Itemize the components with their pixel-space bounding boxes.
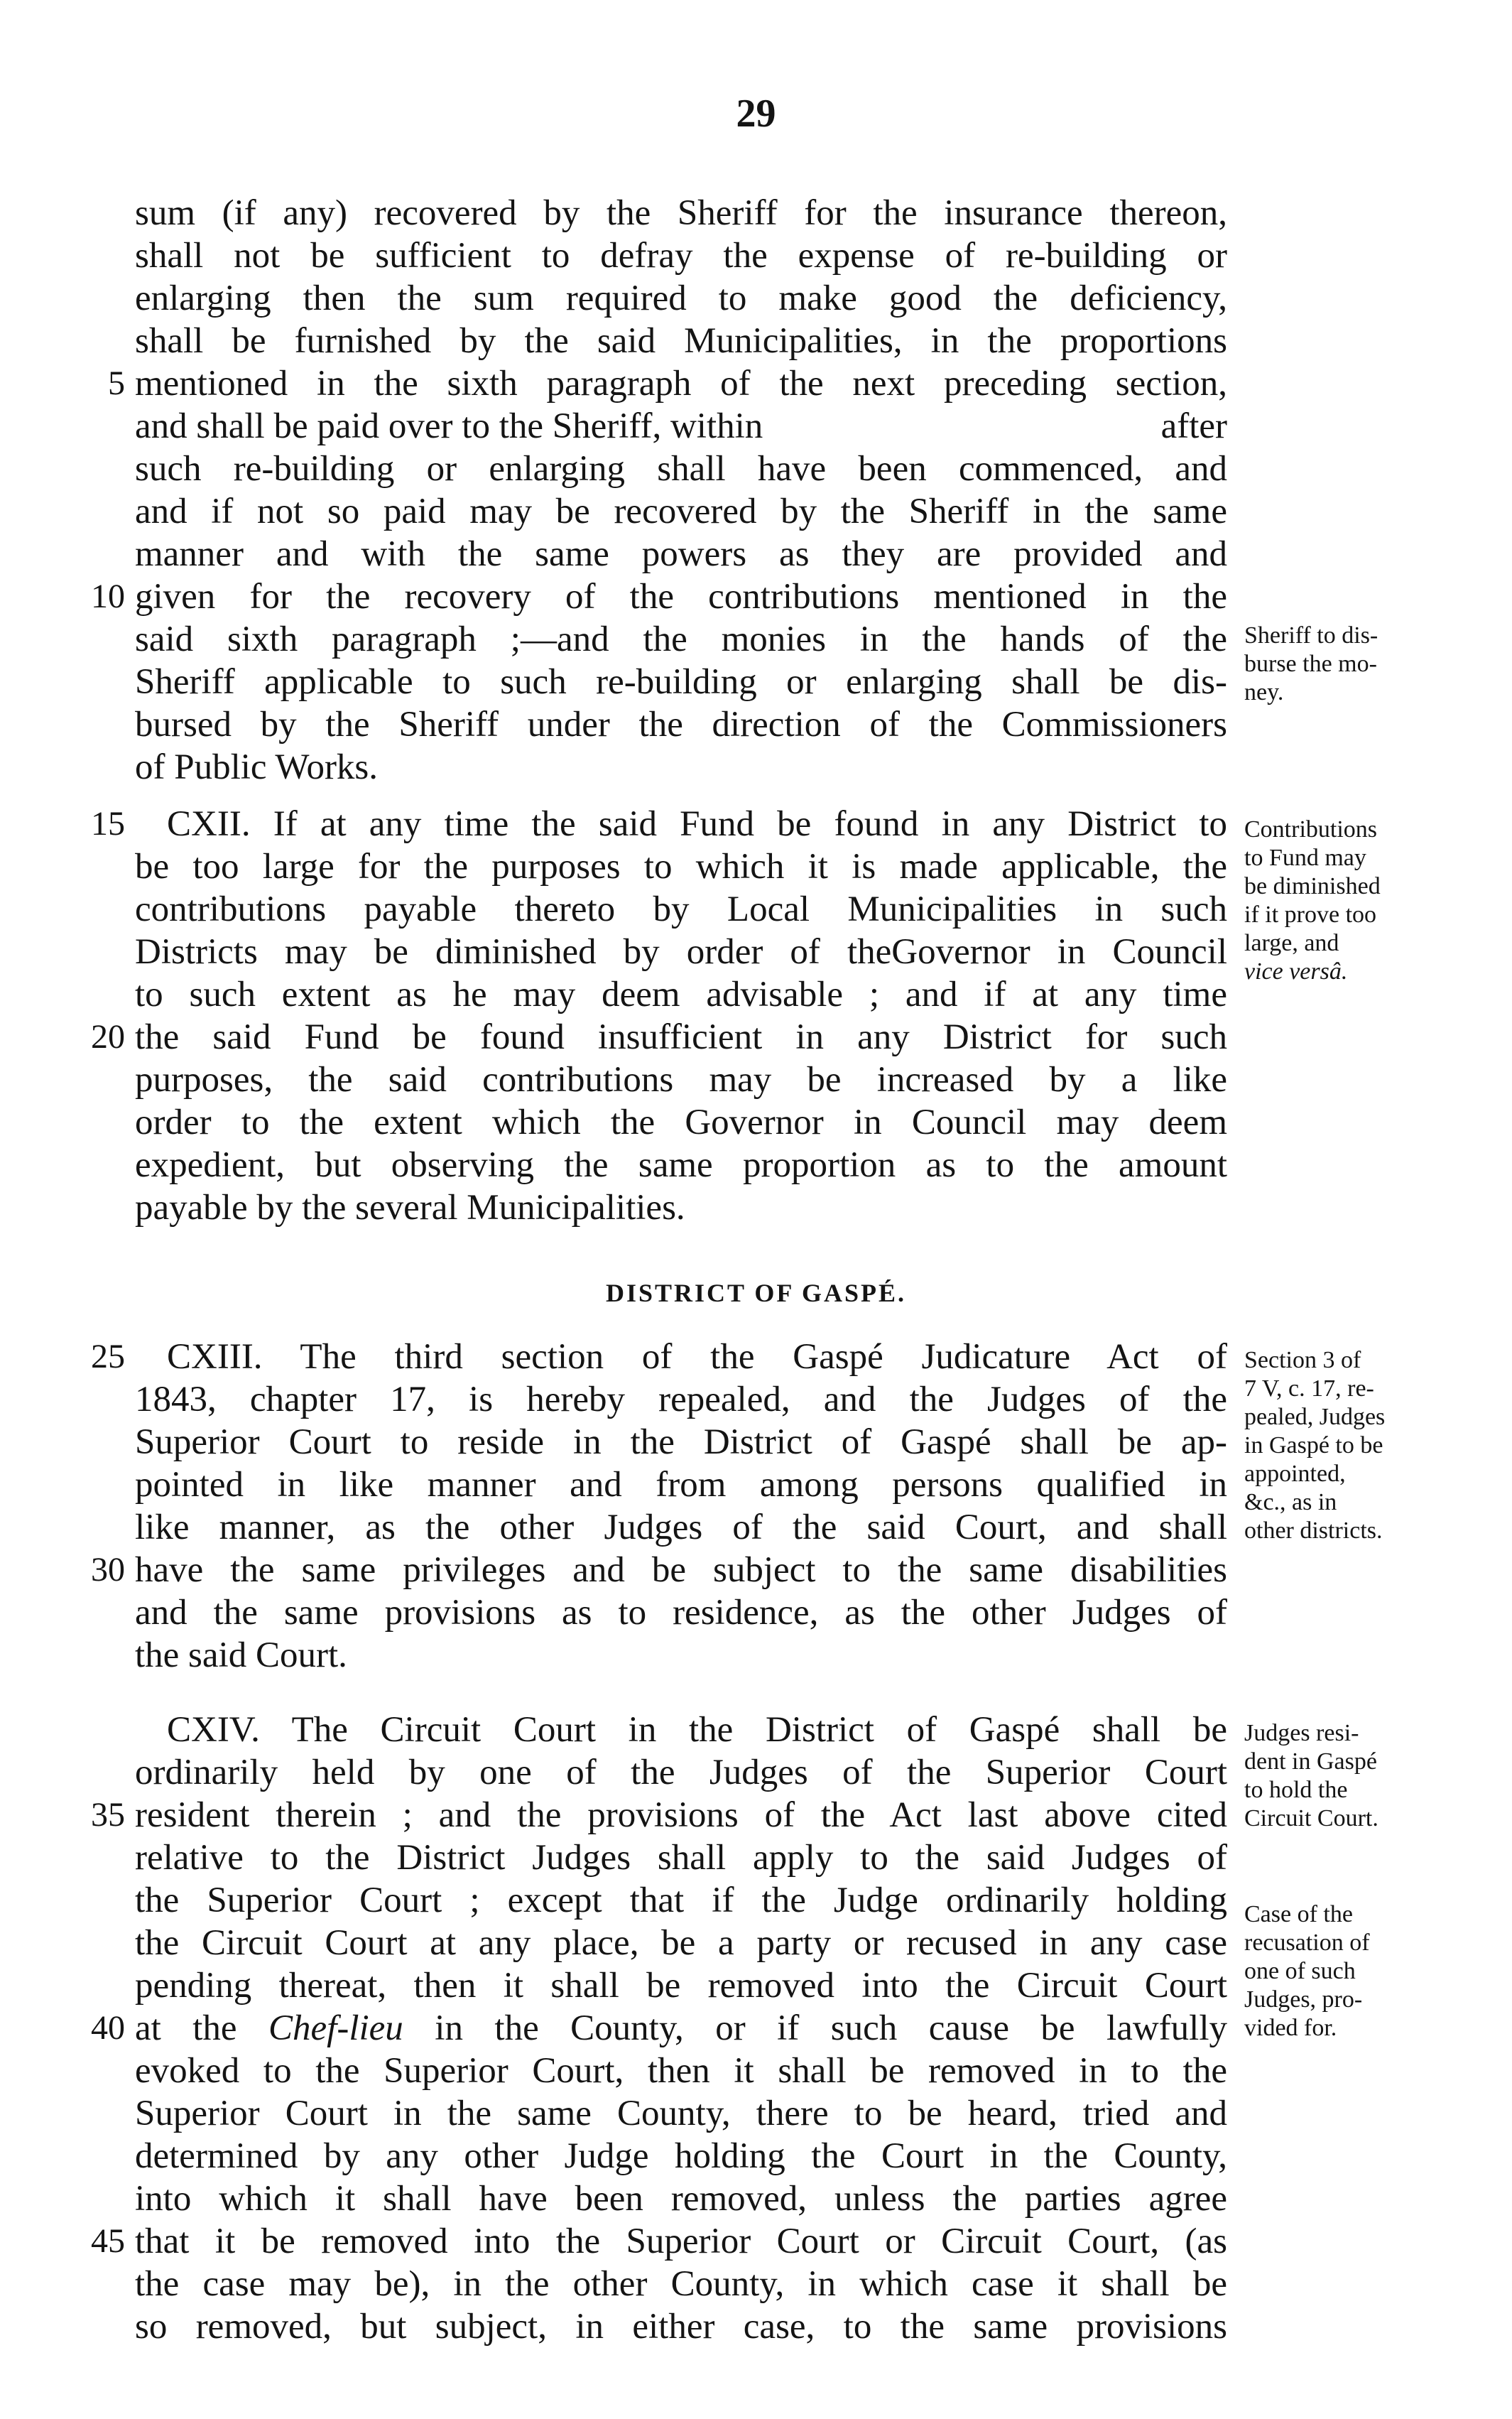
line-text: enlarging then the sum required to make good the deficiency, <box>135 278 1227 318</box>
margin-note-line: appointed, <box>1244 1461 1346 1487</box>
text-line <box>0 234 1512 277</box>
line-text: manner and with the same powers as they are provided and <box>135 534 1227 574</box>
line-text: the said Court. <box>135 1635 347 1675</box>
line-text: of Public Works. <box>135 747 379 787</box>
margin-note-line: pealed, Judges <box>1244 1404 1386 1430</box>
margin-note-line: Sheriff to dis- <box>1244 622 1378 649</box>
line-text: that it be removed into the Superior Court or Circuit Court, (as <box>135 2222 1227 2261</box>
line-text-part: and shall be paid over to the Sheriff, within <box>135 406 763 446</box>
margin-note-line: dent in Gaspé <box>1244 1748 1377 1775</box>
line-text: evoked to the Superior Court, then it shall be removed in to the <box>135 2051 1227 2091</box>
margin-note-line: other districts. <box>1244 1517 1383 1544</box>
margin-note-line: be diminished <box>1244 873 1381 899</box>
line-text: pending thereat, then it shall be removed into the Circuit Court <box>135 1966 1227 2006</box>
text-line <box>0 362 1512 405</box>
line-text: have the same privileges and be subject to the same disabilities <box>135 1550 1227 1590</box>
line-text: the case may be), in the other County, in which case it shall be <box>135 2264 1227 2304</box>
margin-note-line: ney. <box>1244 679 1284 705</box>
line-text: CXII. If at any time the said Fund be found in any District to <box>167 804 1227 844</box>
line-text: to such extent as he may deem advisable ; and if at any time <box>135 975 1227 1014</box>
margin-note-line: one of such <box>1244 1958 1356 1984</box>
margin-note-line: burse the mo- <box>1244 651 1377 677</box>
text-line <box>0 448 1512 490</box>
line-text: Sheriff applicable to such re-building or enlarging shall be dis- <box>135 662 1227 702</box>
line-text: sum (if any) recovered by the Sheriff for the insurance thereon, <box>135 193 1227 233</box>
margin-note <box>1244 1719 1479 1833</box>
margin-note-line: Contributions <box>1244 816 1378 843</box>
line-text: purposes, the said contributions may be increased by a like <box>135 1060 1227 1100</box>
text-line <box>0 405 1512 448</box>
line-text: shall be furnished by the said Municipalities, in the proportions <box>135 321 1227 361</box>
line-text: be too large for the purposes to which it is made applicable, the <box>135 847 1227 887</box>
line-text <box>135 405 1227 448</box>
margin-note-line: Circuit Court. <box>1244 1805 1378 1831</box>
line-text: at the Chef-lieu in the County, or if such cause be lawfully <box>135 2008 1227 2048</box>
line-number: 5 <box>108 364 125 402</box>
text-line <box>0 1591 1512 1634</box>
margin-note-line: vice versâ. <box>1244 958 1348 985</box>
line-text: 1843, chapter 17, is hereby repealed, and the Judges of the <box>135 1380 1227 1419</box>
line-number: 15 <box>91 805 125 843</box>
margin-note-line: in Gaspé to be <box>1244 1432 1383 1459</box>
page-number: 29 <box>736 92 776 136</box>
text-line <box>0 1016 1512 1059</box>
line-number: 40 <box>91 2009 125 2047</box>
margin-note-line: to hold the <box>1244 1777 1348 1803</box>
margin-note-line: &c., as in <box>1244 1489 1337 1515</box>
line-text: the said Fund be found insufficient in any District for such <box>135 1017 1227 1057</box>
line-text: CXIII. The third section of the Gaspé Judicature Act of <box>167 1337 1227 1377</box>
text-line <box>0 320 1512 362</box>
margin-note-line: if it prove too <box>1244 902 1377 928</box>
margin-note-line: Section 3 of <box>1244 1347 1361 1373</box>
text-line <box>0 1634 1512 1677</box>
margin-note <box>1244 816 1479 986</box>
margin-note <box>1244 1346 1479 1545</box>
line-text: bursed by the Sheriff under the direction of the Commissioners <box>135 705 1227 745</box>
line-number: 45 <box>91 2222 125 2260</box>
section-heading: DISTRICT OF GASPÉ. <box>605 1279 907 1307</box>
line-text: so removed, but subject, in either case, to the same provisions <box>135 2307 1227 2347</box>
margin-note-line: vided for. <box>1244 2015 1337 2041</box>
line-number: 35 <box>91 1796 125 1834</box>
text-line <box>0 746 1512 789</box>
line-text: Superior Court in the same County, there to be heard, tried and <box>135 2094 1227 2133</box>
line-text: like manner, as the other Judges of the said Court, and shall <box>135 1508 1227 1547</box>
line-text: ordinarily held by one of the Judges of the Superior Court <box>135 1753 1227 1792</box>
margin-note-line: Judges resi- <box>1244 1720 1359 1746</box>
line-text: relative to the District Judges shall apply to the said Judges of <box>135 1838 1227 1878</box>
margin-note <box>1244 622 1479 707</box>
text-line <box>0 533 1512 575</box>
line-text: the Superior Court ; except that if the Judge ordinarily holding <box>135 1880 1227 1920</box>
text-line <box>0 192 1512 234</box>
text-line <box>0 2220 1512 2263</box>
line-text: CXIV. The Circuit Court in the District of Gaspé shall be <box>167 1710 1227 1750</box>
margin-note-line: to Fund may <box>1244 845 1366 871</box>
margin-note-line: Judges, pro- <box>1244 1986 1363 2013</box>
text-line <box>0 490 1512 533</box>
text-line <box>0 1549 1512 1591</box>
text-line <box>0 2092 1512 2135</box>
margin-note-line: large, and <box>1244 930 1339 956</box>
line-text: Superior Court to reside in the District of Gaspé shall be ap- <box>135 1422 1227 1462</box>
text-line <box>0 2305 1512 2348</box>
line-number: 30 <box>91 1551 125 1589</box>
line-text: and the same provisions as to residence, as the other Judges of <box>135 1593 1227 1633</box>
text-line <box>0 2263 1512 2305</box>
text-line <box>0 2177 1512 2220</box>
line-text: the Circuit Court at any place, be a party or recused in any case <box>135 1923 1227 1963</box>
text-line <box>0 277 1512 320</box>
line-text: payable by the several Municipalities. <box>135 1188 685 1228</box>
line-text: said sixth paragraph ;—and the monies in the hands of the <box>135 619 1227 659</box>
text-line <box>0 1836 1512 1879</box>
line-text: mentioned in the sixth paragraph of the next preceding section, <box>135 364 1227 404</box>
line-text: and if not so paid may be recovered by the Sheriff in the same <box>135 492 1227 531</box>
line-number: 25 <box>91 1338 125 1375</box>
text-line <box>0 1101 1512 1144</box>
line-text: into which it shall have been removed, unless the parties agree <box>135 2179 1227 2219</box>
line-text: determined by any other Judge holding the Court in the County, <box>135 2136 1227 2176</box>
margin-note-line: Case of the <box>1244 1901 1353 1927</box>
line-text: expedient, but observing the same proportion as to the amount <box>135 1145 1227 1185</box>
margin-note <box>1244 1900 1479 2042</box>
text-line <box>0 2050 1512 2092</box>
text-line <box>0 1186 1512 1229</box>
text-line <box>0 1144 1512 1186</box>
line-text: order to the extent which the Governor in Council may deem <box>135 1103 1227 1142</box>
line-text: contributions payable thereto by Local Municipalities in such <box>135 889 1227 929</box>
line-text-part: after <box>1160 406 1227 446</box>
line-number: 10 <box>91 578 125 615</box>
text-line <box>0 2135 1512 2177</box>
text-line <box>0 703 1512 746</box>
line-text: shall not be sufficient to defray the expense of re-building or <box>135 236 1227 276</box>
line-text: such re-building or enlarging shall have been commenced, and <box>135 449 1227 489</box>
line-text: pointed in like manner and from among persons qualified in <box>135 1465 1227 1505</box>
text-line <box>0 1059 1512 1101</box>
line-text: given for the recovery of the contributions mentioned in the <box>135 577 1227 617</box>
section-heading-row <box>0 1272 1512 1314</box>
line-text: resident therein ; and the provisions of the Act last above cited <box>135 1795 1227 1835</box>
line-number: 20 <box>91 1018 125 1056</box>
margin-note-line: recusation of <box>1244 1930 1370 1956</box>
line-text: Districts may be diminished by order of theGovernor in Council <box>135 932 1227 972</box>
text-line <box>0 575 1512 618</box>
margin-note-line: 7 V, c. 17, re- <box>1244 1375 1374 1402</box>
